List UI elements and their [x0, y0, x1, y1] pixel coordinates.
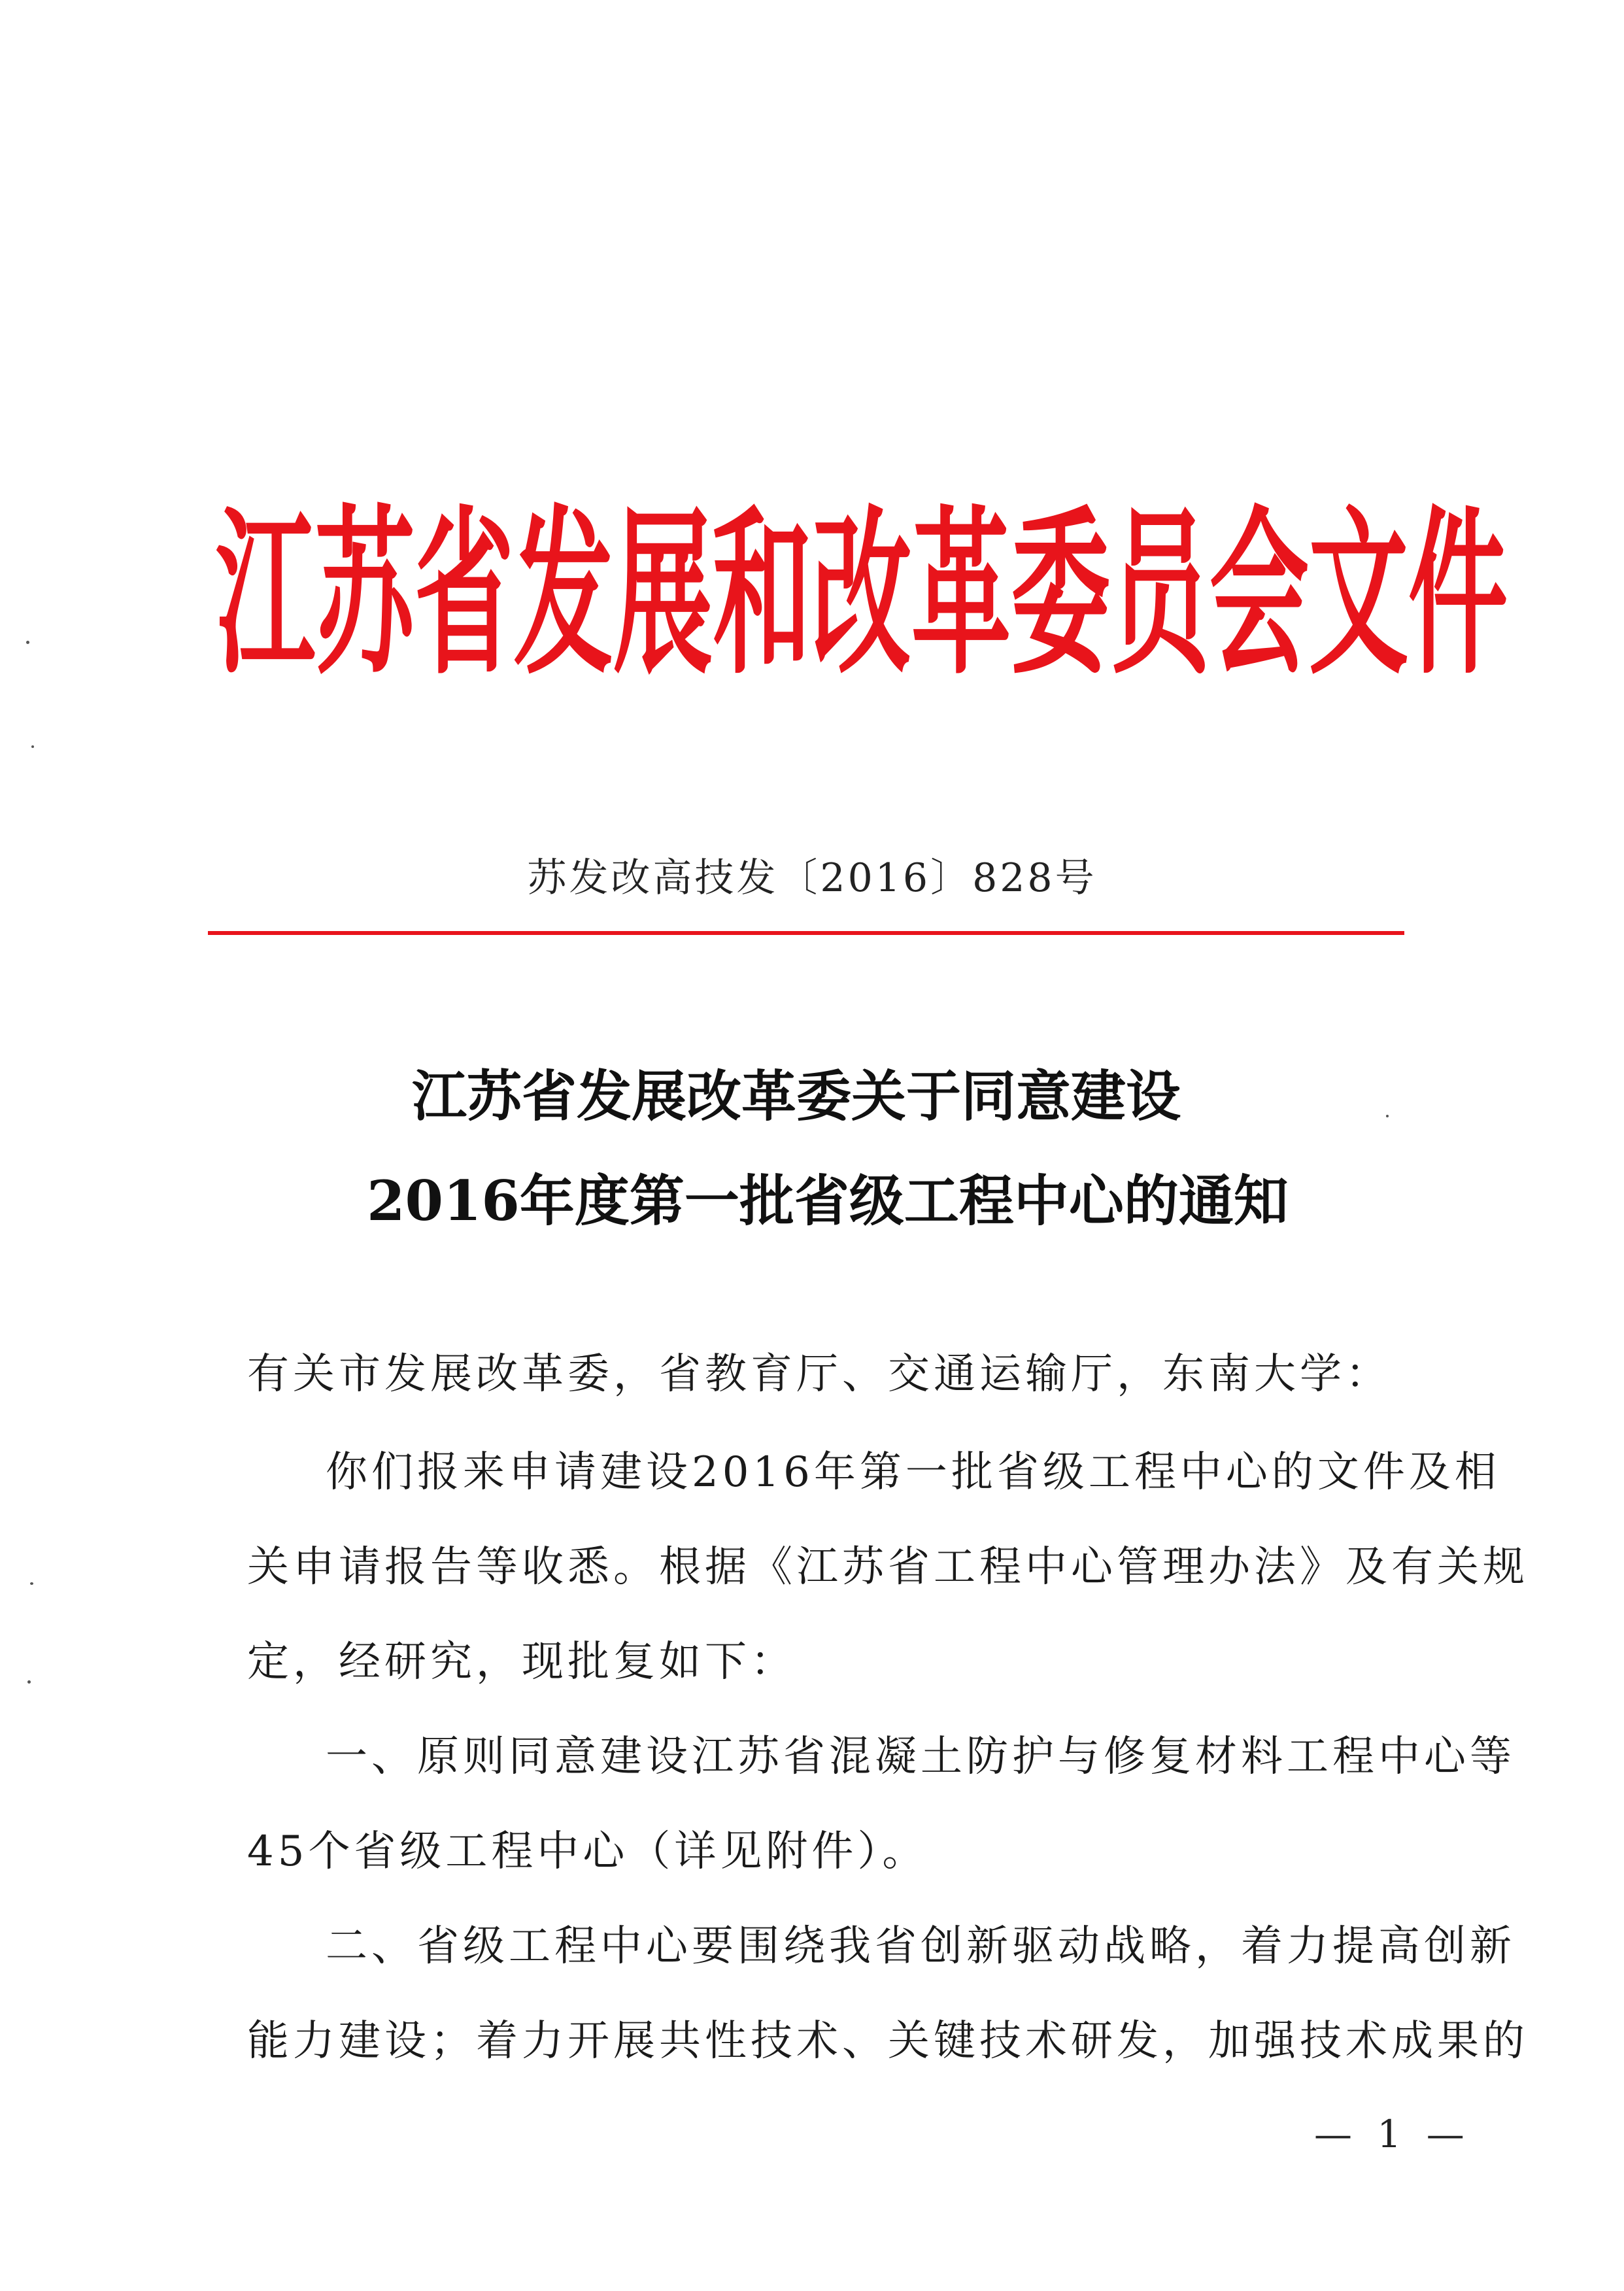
masthead-char: 员: [1110, 490, 1210, 699]
masthead-char: 和: [713, 490, 812, 699]
scan-speck: [31, 745, 34, 748]
body-line: 关申请报告等收悉。根据《江苏省工程中心管理办法》及有关规: [247, 1543, 1529, 1591]
body-line: 能力建设；着力开展共性技术、关键技术研发，加强技术成果的: [247, 2017, 1529, 2065]
masthead-char: 革: [911, 490, 1011, 699]
scan-speck: [27, 1680, 31, 1684]
masthead-char: 件: [1408, 490, 1508, 699]
masthead-char: 发: [514, 490, 613, 699]
page-number: — 1 —: [1314, 2112, 1471, 2156]
body-line: 45个省级工程中心（详见附件）。: [247, 1827, 928, 1876]
document-title-line-1: 江苏省发展改革委关于同意建设: [411, 1064, 1181, 1129]
red-separator-line: [208, 931, 1404, 935]
body-line: 定，经研究，现批复如下：: [247, 1638, 796, 1686]
masthead-char: 展: [613, 490, 713, 699]
scan-speck: [1386, 1115, 1389, 1117]
document-masthead: [216, 477, 1508, 713]
document-title-line-2: 2016年度第一批省级工程中心的通知: [367, 1168, 1289, 1233]
masthead-char: 会: [1210, 490, 1309, 699]
masthead-char: 苏: [315, 490, 414, 699]
body-line: 一、原则同意建设江苏省混凝土防护与修复材料工程中心等: [326, 1733, 1515, 1781]
masthead-char: 江: [216, 490, 315, 699]
body-line: 你们报来申请建设2016年第一批省级工程中心的文件及相: [326, 1448, 1500, 1497]
masthead-char: 文: [1309, 490, 1408, 699]
masthead-char: 省: [414, 490, 514, 699]
document-number: 苏发改高技发〔2016〕828号: [527, 855, 1097, 901]
scan-speck: [30, 1582, 33, 1585]
masthead-char: 改: [812, 490, 911, 699]
scan-speck: [26, 641, 29, 644]
salutation: 有关市发展改革委，省教育厅、交通运输厅，东南大学：: [247, 1350, 1391, 1399]
masthead-char: 委: [1011, 490, 1110, 699]
body-line: 二、省级工程中心要围绕我省创新驱动战略，着力提高创新: [326, 1922, 1515, 1971]
